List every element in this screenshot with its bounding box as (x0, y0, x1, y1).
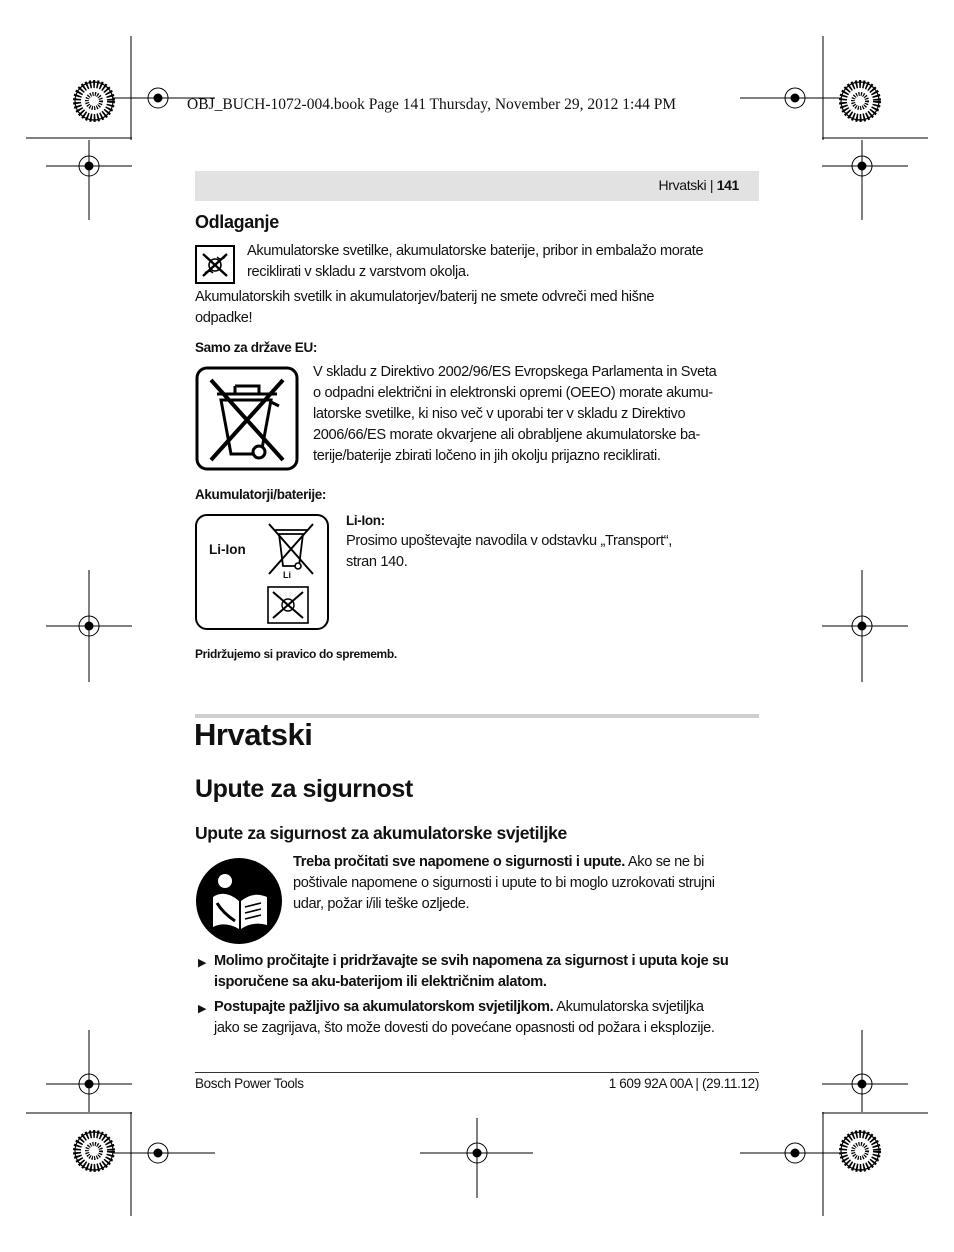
eu-directive-text (313, 362, 759, 467)
li-ion-line-1: Prosimo upoštevajte navodila v odstavku „Transport“, (346, 533, 672, 549)
batteries-heading: Akumulatorji/baterije: (195, 487, 327, 502)
li-ion-line-2: stran 140. (346, 554, 408, 570)
bullet-arrow-icon: ▶ (198, 1003, 207, 1015)
lamp-safety-title: Upute za sigurnost za akumulatorske svjetiljke (195, 823, 567, 843)
bullet-2-bold: Postupajte pažljivo sa akumulatorskom svjetiljkom. (214, 999, 554, 1015)
li-ion-heading: Li-Ion: (346, 513, 385, 528)
read-bold: Treba pročitati sve napomene o sigurnosti i upute. (293, 854, 626, 870)
read-rest: Ako se ne bi (625, 854, 705, 870)
print-slug: OBJ_BUCH-1072-004.book Page 141 Thursday, November 29, 2012 1:44 PM (187, 96, 677, 113)
li-ion-text (346, 531, 758, 573)
eu-line: latorske svetilke, ki niso več v uporabi ter v skladu z Direktivo (313, 406, 686, 422)
recycle-line-2: reciklirati v skladu z varstvom okolja. (247, 264, 470, 280)
household-line-2: odpadke! (195, 310, 253, 326)
header-page-number: 141 (716, 177, 739, 193)
read-manual-icon (195, 857, 283, 945)
read-line-1 (293, 852, 759, 873)
bullet-2-line-1 (214, 997, 760, 1018)
bullet-1-line-2: isporučene sa aku-baterijom ili električnim alatom. (214, 974, 547, 990)
bullet-1 (214, 951, 760, 993)
header-language: Hrvatski (658, 177, 707, 193)
bullet-1-line-1: Molimo pročitajte i pridržavajte se svih napomena za sigurnost i uputa koje su (214, 953, 729, 969)
bullet-2-line-2: jako se zagrijava, što može dovesti do povećane opasnosti od požara i eksplozije. (214, 1020, 715, 1036)
eu-line: o odpadni električni in elektronski opremi (OEEO) morate akumu- (313, 385, 713, 401)
no-household-trash-icon (195, 245, 235, 284)
no-trash-small-icon (267, 586, 309, 624)
eu-line: V skladu z Direktivo 2002/96/ES Evropskega Parlamenta in Sveta (313, 364, 717, 380)
li-ion-battery-disposal-icon (195, 514, 329, 630)
eu-heading: Samo za države EU: (195, 340, 317, 355)
read-instructions-text (293, 852, 759, 915)
reservation-note: Pridržujemo si pravico do sprememb. (195, 647, 397, 661)
footer-doc-code: 1 609 92A 00A | (29.11.12) (608, 1076, 759, 1091)
bullet-2 (214, 997, 760, 1039)
recycle-notice (247, 241, 759, 283)
read-line-2: poštivale napomene o sigurnosti i upute to bi moglo uzrokovati strujni (293, 875, 715, 891)
running-header (195, 171, 759, 201)
bullet-2-rest: Akumulatorska svjetiljka (553, 999, 704, 1015)
language-title: Hrvatski (194, 717, 313, 752)
li-icon-sub: Li (283, 570, 291, 580)
bullet-arrow-icon: ▶ (198, 957, 207, 969)
crossed-wheelie-bin-icon (195, 366, 299, 471)
li-ion-icon-label: Li-Ion (209, 542, 246, 557)
household-line-1: Akumulatorskih svetilk in akumulatorjev/baterij ne smete odvreči med hišne (195, 289, 655, 305)
header-separator: | (709, 177, 714, 193)
read-line-3: udar, požar i/ili teške ozljede. (293, 896, 470, 912)
crossed-bin-small-icon (263, 520, 319, 578)
household-notice (195, 287, 759, 329)
safety-title: Upute za sigurnost (195, 775, 413, 803)
disposal-heading: Odlaganje (195, 212, 279, 232)
footer-brand: Bosch Power Tools (195, 1076, 304, 1091)
recycle-line-1: Akumulatorske svetilke, akumulatorske baterije, pribor in embalažo morate (247, 243, 704, 259)
footer-rule (195, 1072, 759, 1073)
eu-line: terije/baterije zbirati ločeno in jih okolju prijazno reciklirati. (313, 448, 661, 464)
header-text (659, 177, 739, 193)
eu-line: 2006/66/ES morate okvarjene ali obrabljene akumulatorske ba- (313, 427, 701, 443)
